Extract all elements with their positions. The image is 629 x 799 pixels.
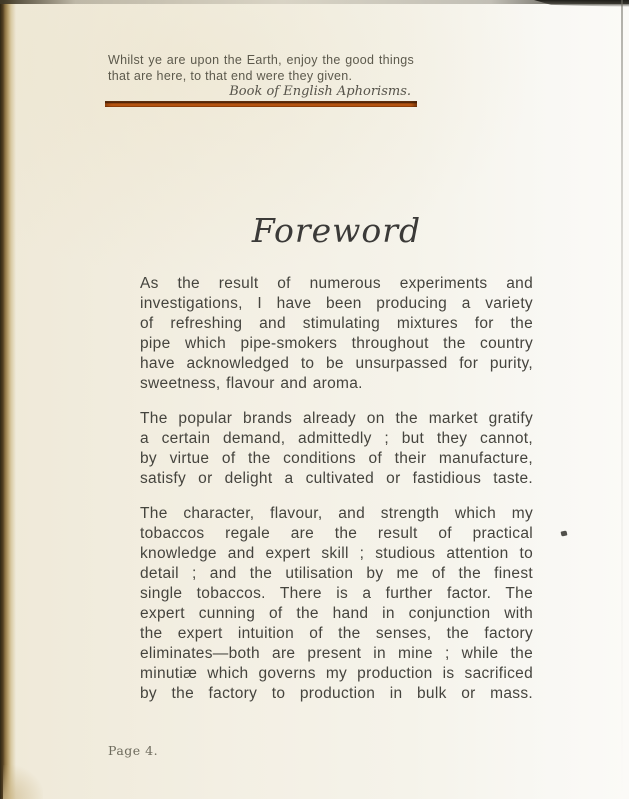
epigraph-lines xyxy=(108,53,414,84)
epigraph xyxy=(108,53,414,107)
text-line: have acknowledged to be unsurpassed for purity, xyxy=(140,355,533,372)
body-text xyxy=(140,274,533,704)
paragraph xyxy=(140,274,533,394)
text-line: The popular brands already on the market gratify xyxy=(140,410,533,427)
text-line: tobaccos regale are the result of practical xyxy=(140,525,533,542)
text-line: the expert intuition of the senses, the factory xyxy=(140,625,533,642)
page-right-crease xyxy=(621,0,623,799)
text-line: Whilst ye are upon the Earth, enjoy the good things xyxy=(108,53,414,67)
text-line: of refreshing and stimulating mixtures for the xyxy=(140,315,533,332)
page-number: Page 4. xyxy=(108,743,159,758)
text-line: expert cunning of the hand in conjunction with xyxy=(140,605,533,622)
text-line: eliminates—both are present in mine ; while the xyxy=(140,645,533,662)
ornamental-rule xyxy=(105,101,417,107)
scan-top-right-shadow xyxy=(534,0,629,7)
text-line: investigations, I have been producing a variety xyxy=(140,295,533,312)
paragraph xyxy=(140,409,533,489)
text-line: single tobaccos. There is a further factor. The xyxy=(140,585,533,602)
scan-top-edge xyxy=(0,0,629,4)
text-line: knowledge and expert skill ; studious attention to xyxy=(140,545,533,562)
text-line: minutiæ which governs my production is sacrificed xyxy=(140,665,533,682)
text-line: by the factory to production in bulk or mass. xyxy=(140,685,533,702)
ink-speck xyxy=(561,530,568,536)
text-line: by virtue of the conditions of their manufacture, xyxy=(140,450,533,467)
worn-corner xyxy=(3,765,43,799)
text-line: As the result of numerous experiments and xyxy=(140,275,533,292)
book-spine-edge xyxy=(0,0,16,799)
paragraph xyxy=(140,504,533,704)
text-line: sweetness, flavour and aroma. xyxy=(140,375,363,392)
page-title: Foreword xyxy=(251,211,422,250)
text-line: that are here, to that end were they given. xyxy=(108,68,353,83)
text-line: pipe which pipe-smokers throughout the country xyxy=(140,335,533,352)
text-line: The character, flavour, and strength which my xyxy=(140,505,533,522)
text-line: satisfy or delight a cultivated or fastidious taste. xyxy=(140,470,533,487)
text-line: a certain demand, admittedly ; but they cannot, xyxy=(140,430,533,447)
epigraph-attribution: Book of English Aphorisms. xyxy=(229,84,411,99)
text-line: detail ; and the utilisation by me of the finest xyxy=(140,565,533,582)
